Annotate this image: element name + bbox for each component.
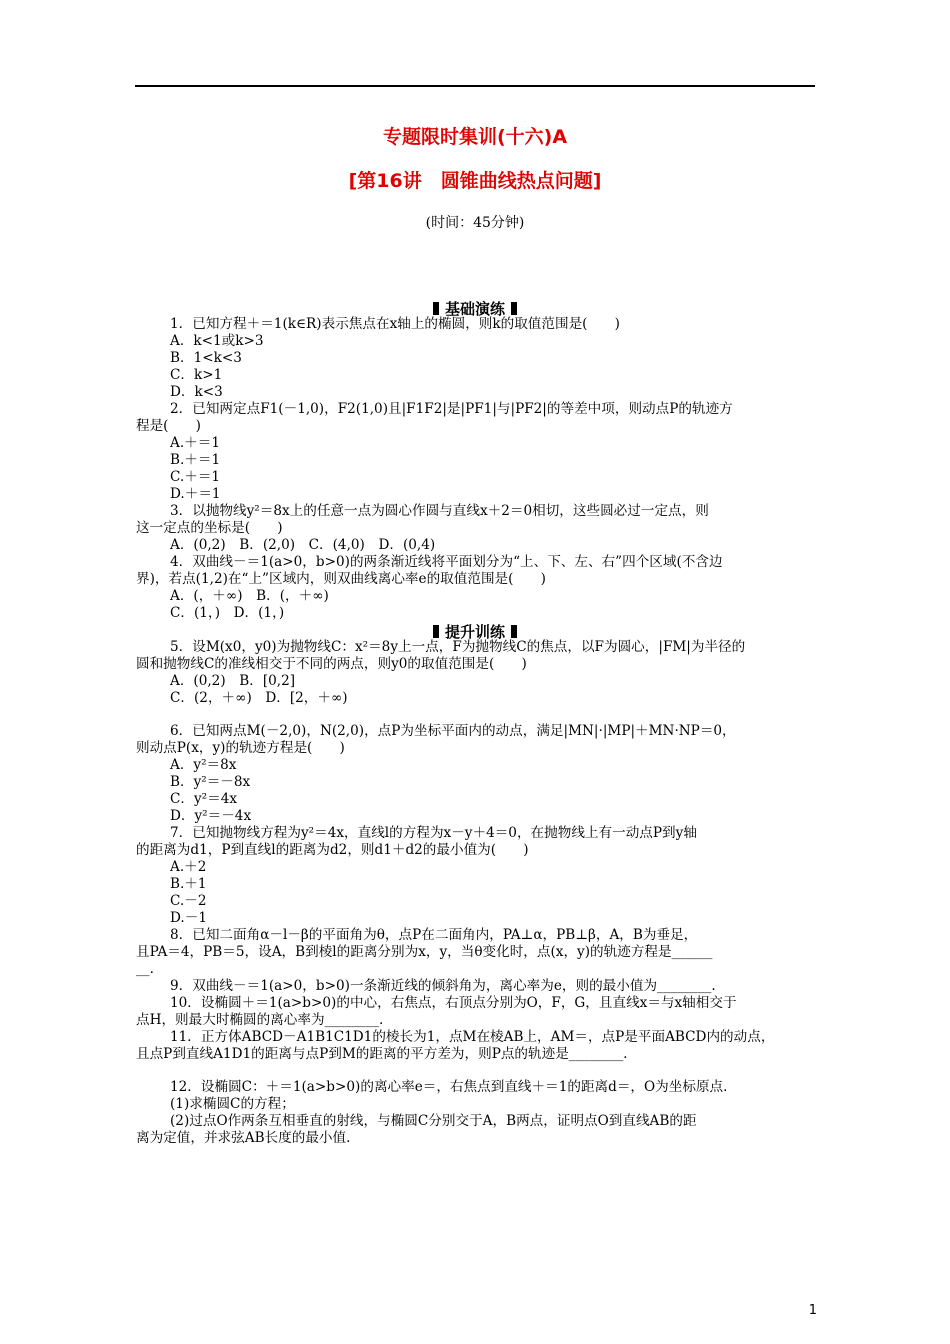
- time-limit: (时间：45分钟): [425, 215, 525, 231]
- line: D．y²＝－4x: [170, 808, 252, 824]
- line: C.－2: [170, 893, 207, 909]
- line: B．y²＝－8x: [170, 774, 251, 790]
- section-marker-icon: [433, 625, 439, 638]
- line: 圆和抛物线C的准线相交于不同的两点，则y0的取值范围是( ): [136, 656, 527, 672]
- line: 界)，若点(1,2)在“上”区域内，则双曲线离心率e的取值范围是( ): [136, 571, 546, 587]
- line: D.－1: [170, 910, 207, 926]
- line: 且PA＝4，PB＝5，设A，B到棱l的距离分别为x，y，当θ变化时，点(x，y)的轨迹方程是______: [136, 944, 713, 960]
- line: B.＋＝1: [170, 452, 221, 468]
- line: 2．已知两定点F1(－1,0)，F2(1,0)且|F1F2|是|PF1|与|PF2|的等差中项，则动点P的轨迹方: [170, 401, 733, 417]
- line: C.＋＝1: [170, 469, 221, 485]
- line: A．k<1或k>3: [170, 333, 264, 349]
- line: 这一定点的坐标是( ): [136, 520, 283, 536]
- line: C．k>1: [170, 367, 223, 383]
- line: D.＋＝1: [170, 486, 221, 502]
- line: B.＋1: [170, 876, 207, 892]
- line: 点H，则最大时椭圆的离心率为________.: [136, 1012, 384, 1028]
- line: A．(0,2) B．(2,0) C．(4,0) D．(0,4): [170, 537, 436, 553]
- line: 3．以抛物线y²＝8x上的任意一点为圆心作圆与直线x＋2＝0相切，这些圆必过一定点，则: [170, 503, 709, 519]
- line: __.: [136, 961, 154, 977]
- line: A．(0,2) B．[0,2]: [170, 673, 296, 689]
- line: 6．已知两点M(－2,0)，N(2,0)，点P为坐标平面内的动点，满足|MN|·|MP|＋MN·NP＝0，: [170, 723, 736, 739]
- line: 9．双曲线－＝1(a>0，b>0)一条渐近线的倾斜角为，离心率为e，则的最小值为________.: [170, 978, 716, 994]
- line: 5．设M(x0，y0)为抛物线C：x²＝8y上一点，F为抛物线C的焦点，以F为圆心，|FM|为半径的: [170, 639, 746, 655]
- section-marker-icon: [511, 625, 517, 638]
- line: 10．设椭圆＋＝1(a>b>0)的中心，右焦点，右顶点分别为O，F，G，且直线x＝与x轴相交于: [170, 995, 737, 1011]
- section-marker-icon: [433, 302, 439, 315]
- top-rule: [135, 85, 815, 87]
- line: C．(2，＋∞) D．[2，＋∞): [170, 690, 348, 706]
- line: 8．已知二面角α－l－β的平面角为θ，点P在二面角内，PA⊥α，PB⊥β，A，B为垂足，: [170, 927, 698, 943]
- line: C．(1，) D．(1，): [170, 605, 285, 621]
- page-title: 专题限时集训(十六)A: [382, 126, 568, 148]
- line: 1．已知方程＋＝1(k∈R)表示焦点在x轴上的椭圆，则k的取值范围是( ): [170, 316, 620, 332]
- line: A.＋＝1: [170, 435, 220, 451]
- page-subtitle: [第16讲 圆锥曲线热点问题]: [348, 170, 602, 192]
- line: 4．双曲线－＝1(a>0，b>0)的两条渐近线将平面划分为“上、下、左、右”四个区域(不含边: [170, 554, 723, 570]
- line: 程是( ): [136, 418, 201, 434]
- line: (2)过点O作两条互相垂直的射线，与椭圆C分别交于A，B两点，证明点O到直线AB的距: [170, 1113, 697, 1129]
- line: A．(，＋∞) B．(，＋∞): [170, 588, 329, 604]
- line: A.＋2: [170, 859, 207, 875]
- line: 11．正方体ABCD－A1B1C1D1的棱长为1，点M在棱AB上，AM＝，点P是平面ABCD内的动点，: [170, 1029, 775, 1045]
- section-marker-icon: [511, 302, 517, 315]
- line: B．1<k<3: [170, 350, 242, 366]
- line: 的距离为d1，P到直线l的距离为d2，则d1＋d2的最小值为( ): [136, 842, 529, 858]
- line: 则动点P(x，y)的轨迹方程是( ): [136, 740, 345, 756]
- section-advanced-label: 提升训练: [444, 623, 505, 641]
- line: D．k<3: [170, 384, 223, 400]
- line: A．y²＝8x: [170, 757, 237, 773]
- page-number: 1: [808, 1303, 817, 1318]
- line: (1)求椭圆C的方程；: [170, 1096, 295, 1112]
- line: 离为定值，并求弦AB长度的最小值.: [136, 1130, 351, 1146]
- section-basic-label: 基础演练: [444, 300, 505, 318]
- line: 且点P到直线A1D1的距离与点P到M的距离的平方差为，则P点的轨迹是________.: [136, 1046, 628, 1062]
- line: C．y²＝4x: [170, 791, 238, 807]
- line: 7．已知抛物线方程为y²＝4x，直线l的方程为x－y＋4＝0，在抛物线上有一动点P到y轴: [170, 825, 697, 841]
- line: 12．设椭圆C：＋＝1(a>b>0)的离心率e＝，右焦点到直线＋＝1的距离d＝，O为坐标原点.: [170, 1079, 728, 1095]
